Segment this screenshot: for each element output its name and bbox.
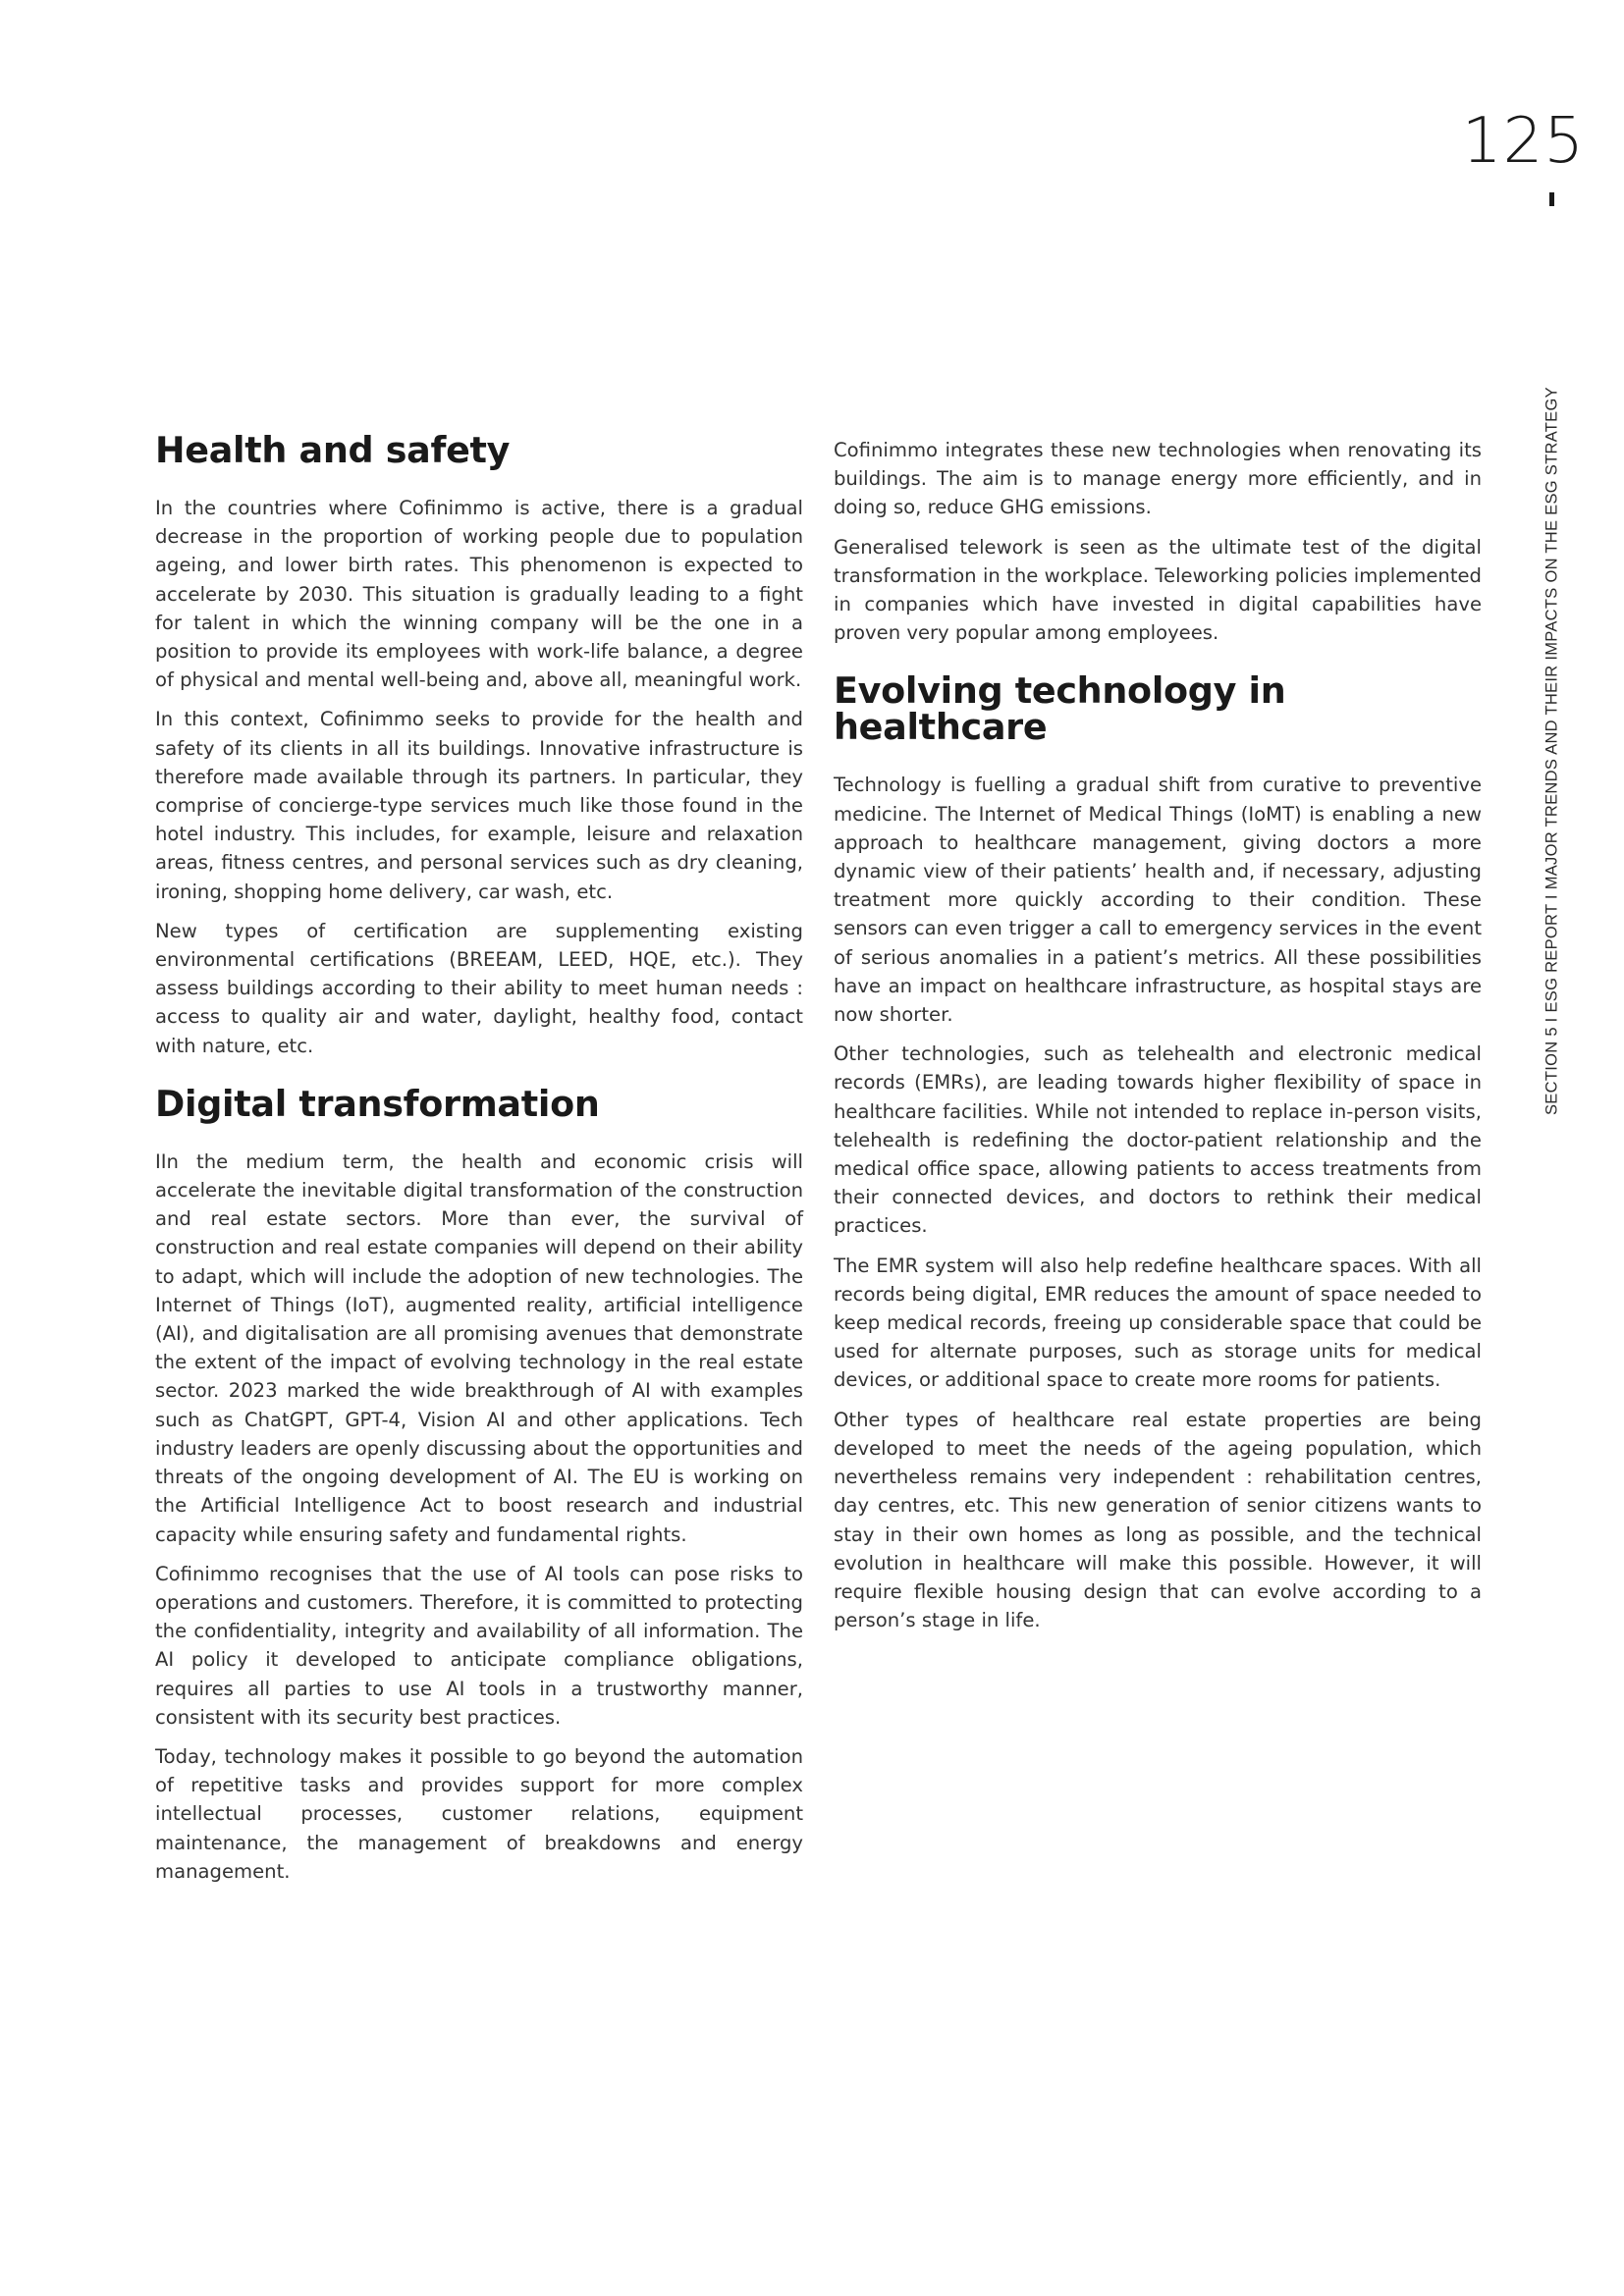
section-side-label [1542,192,1571,1115]
left-column [155,429,803,1911]
page-number: 125 [1461,105,1585,178]
paragraph: Cofinimmo recognises that the use of AI tools can pose risks to operations and customers. Therefore, it is committed to protecting the confidentiality, integrity and availability of all information. The AI policy it developed to anticipate compliance obligations, requires all parties to use AI tools in a trustworthy manner, consistent with its security best practices. [155,1562,803,1729]
paragraph: Other types of healthcare real estate properties are being developed to meet the needs of the ageing population, which nevertheless remains very independent : rehabilitation centres, day centres, etc. This new generation of senior citizens wants to stay in their own homes as long as possible, and the technical evolution in healthcare will make this possible. However, it will require flexible housing design that can evolve according to a person’s stage in life. [834,1408,1482,1632]
heading-evolving-technology-in-healthcare: Evolving technology in healthcare [834,669,1286,749]
heading-health-and-safety: Health and safety [155,429,511,471]
paragraph: The EMR system will also help redefine healthcare spaces. With all records being digital, EMR reduces the amount of space needed to keep medical records, freeing up considerable space that could be used for alternate purposes, such as storage units for medical devices, or additional space to create more rooms for patients. [834,1254,1482,1392]
right-column [834,436,1482,1660]
side-marker [1549,192,1554,206]
running-header-text: SECTION 5 I ESG REPORT I MAJOR TRENDS AND THEIR IMPACTS ON THE ESG STRATEGY [1543,387,1561,1115]
paragraph: In the countries where Cofinimmo is active, there is a gradual decrease in the proportion of working people due to population ageing, and lower birth rates. This phenomenon is expected to accelerate by 2030. This situation is gradually leading to a fight for talent in which the winning company will be the one in a position to provide its employees with work-life balance, a degree of physical and mental well-being and, above all, meaningful work. [155,497,803,692]
paragraph: Other technologies, such as telehealth and electronic medical records (EMRs), are leading towards higher flexibility of space in healthcare facilities. While not intended to replace in-person visits, telehealth is redefining the doctor-patient relationship and the medical office space, allowing patients to access treatments from their connected devices, and doctors to rethink their medical practices. [834,1042,1482,1238]
section-evolving-technology [834,669,1482,1634]
paragraph: Technology is fuelling a gradual shift from curative to preventive medicine. The Internet of Medical Things (IoMT) is enabling a new approach to healthcare management, giving doctors a more dynamic view of their patients’ health and, if necessary, adjusting treatment more quickly according to their condition. These sensors can even trigger a call to emergency services in the event of serious anomalies in a patient’s metrics. All these possibilities have an impact on healthcare infrastructure, as hospital stays are now shorter. [834,774,1482,1027]
paragraph: In this context, Cofinimmo seeks to provide for the health and safety of its clients in all its buildings. Innovative infrastructure is therefore made available through its partners. In particular, they comprise of concierge-type services much like those found in the hotel industry. This includes, for example, leisure and relaxation areas, fitness centres, and personal services such as dry cleaning, ironing, shopping home delivery, car wash, etc. [155,708,803,903]
paragraph: Today, technology makes it possible to go beyond the automation of repetitive tasks and provides support for more complex intellectual processes, customer relations, equipment maintenance, the management of breakdowns and energy management. [155,1744,803,1883]
paragraph: New types of certification are supplementing existing environmental certifications (BREEAM, LEED, HQE, etc.). They assess buildings according to their ability to meet human needs : access to quality air and water, daylight, healthy food, contact with nature, etc. [155,919,803,1057]
paragraph: Cofinimmo integrates these new technologies when renovating its buildings. The aim is to manage energy more efficiently, and in doing so, reduce GHG emissions. [834,439,1482,519]
section-health-and-safety [155,429,803,1060]
paragraph: Generalised telework is seen as the ultimate test of the digital transformation in the workplace. Teleworking policies implemented in companies which have invested in digital capabilities have proven very popular among employees. [834,535,1482,645]
intro-block [834,436,1482,647]
section-digital-transformation [155,1082,803,1886]
heading-digital-transformation: Digital transformation [155,1082,600,1125]
paragraph: IIn the medium term, the health and economic crisis will accelerate the inevitable digital transformation of the construction and real estate sectors. More than ever, the survival of construction and real estate companies will depend on their ability to adapt, which will include the adoption of new technologies. The Internet of Things (IoT), augmented reality, artificial intelligence (AI), and digitalisation are all promising avenues that demonstrate the extent of the impact of evolving technology in the real estate sector. 2023 marked the wide breakthrough of AI with examples such as ChatGPT, GPT-4, Vision AI and other applications. Tech industry leaders are openly discussing about the opportunities and threats of the ongoing development of AI. The EU is working on the Artificial Intelligence Act to boost research and industrial capacity while ensuring safety and fundamental rights. [155,1149,803,1546]
